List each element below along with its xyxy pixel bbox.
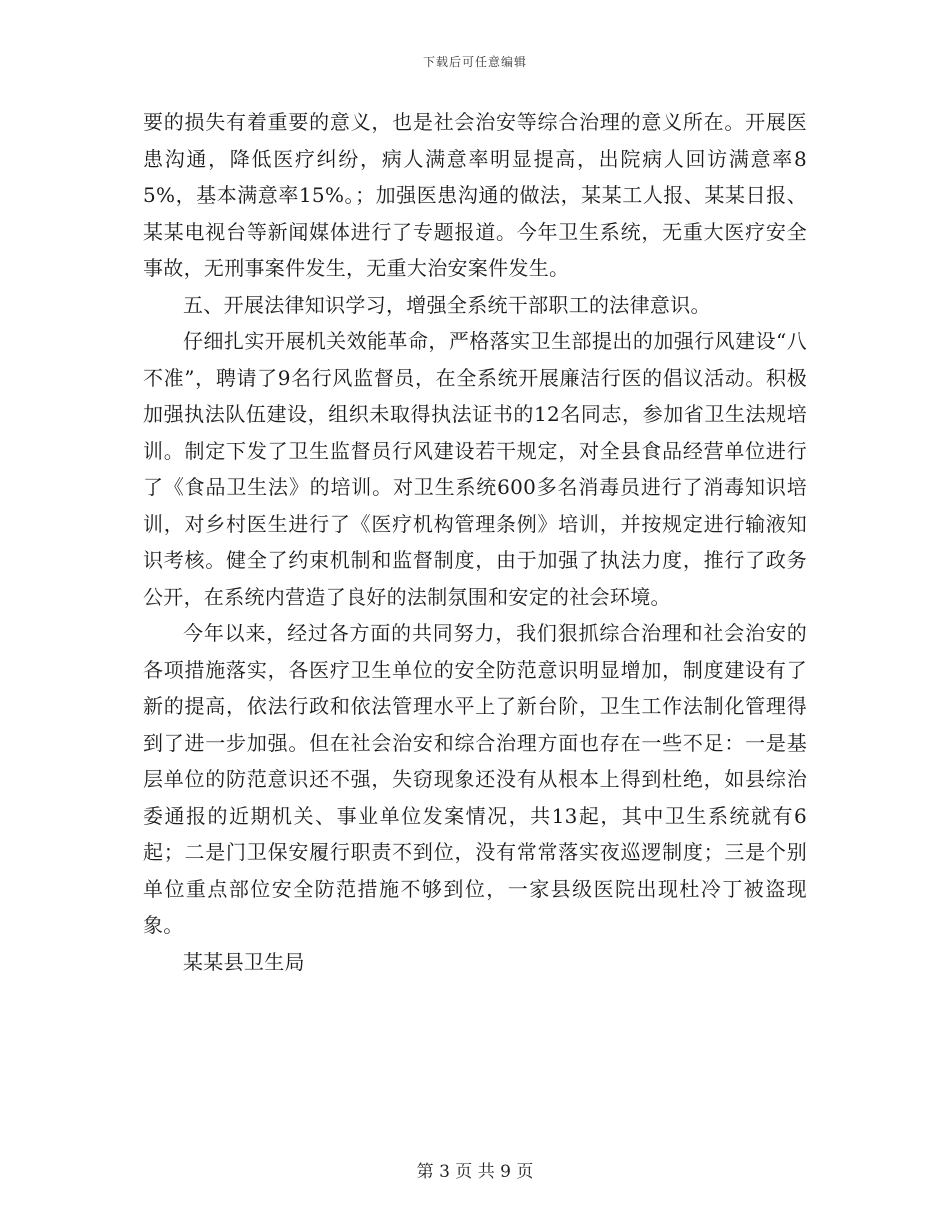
page-number: 第 3 页 共 9 页	[416, 1162, 534, 1182]
paragraph-law-training: 仔细扎实开展机关效能革命，严格落实卫生部提出的加强行风建设“八不准”，聘请了9名行风监督员，在全系统开展廉洁行医的倡议活动。积极加强执法队伍建设，组织未取得执法证书的12名同志，参加省卫生法规培训。制定下发了卫生监督员行风建设若干规定，对全县食品经营单位进行了《食品卫生法》的培训。对卫生系统600多名消毒员进行了消毒知识培训，对乡村医生进行了《医疗机构管理条例》培训，并按规定进行输液知识考核。健全了约束机制和监督制度，由于加强了执法力度，推行了政务公开，在系统内营造了良好的法制氛围和安定的社会环境。	[143, 329, 807, 609]
signature-organization: 某某县卫生局	[183, 949, 305, 974]
paragraph-summary: 今年以来，经过各方面的共同努力，我们狠抓综合治理和社会治安的各项措施落实，各医疗卫生单位的安全防范意识明显增加，制度建设有了新的提高，依法行政和依法管理水平上了新台阶，卫生工作法制化管理得到了进一步加强。但在社会治安和综合治理方面也存在一些不足：一是基层单位的防范意识还不强，失窃现象还没有从根本上得到杜绝，如县综治委通报的近期机关、事业单位发案情况，共13起，其中卫生系统就有6起；二是门卫保安履行职责不到位，没有常常落实夜巡逻制度；三是个别单位重点部位安全防范措施不够到位，一家县级医院出现杜冷丁被盗现象。	[143, 621, 807, 937]
document-body	[143, 104, 807, 980]
section-heading-five: 五、开展法律知识学习，增强全系统干部职工的法律意识。	[183, 292, 711, 317]
page-header-note: 下载后可任意编辑	[422, 55, 527, 69]
paragraph-continuation: 要的损失有着重要的意义，也是社会治安等综合治理的意义所在。开展医患沟通，降低医疗纠纷，病人满意率明显提高，出院病人回访满意率85%，基本满意率15%。；加强医患沟通的做法，某某工人报、某某日报、某某电视台等新闻媒体进行了专题报道。今年卫生系统，无重大医疗安全事故，无刑事案件发生，无重大治安案件发生。	[143, 110, 807, 280]
